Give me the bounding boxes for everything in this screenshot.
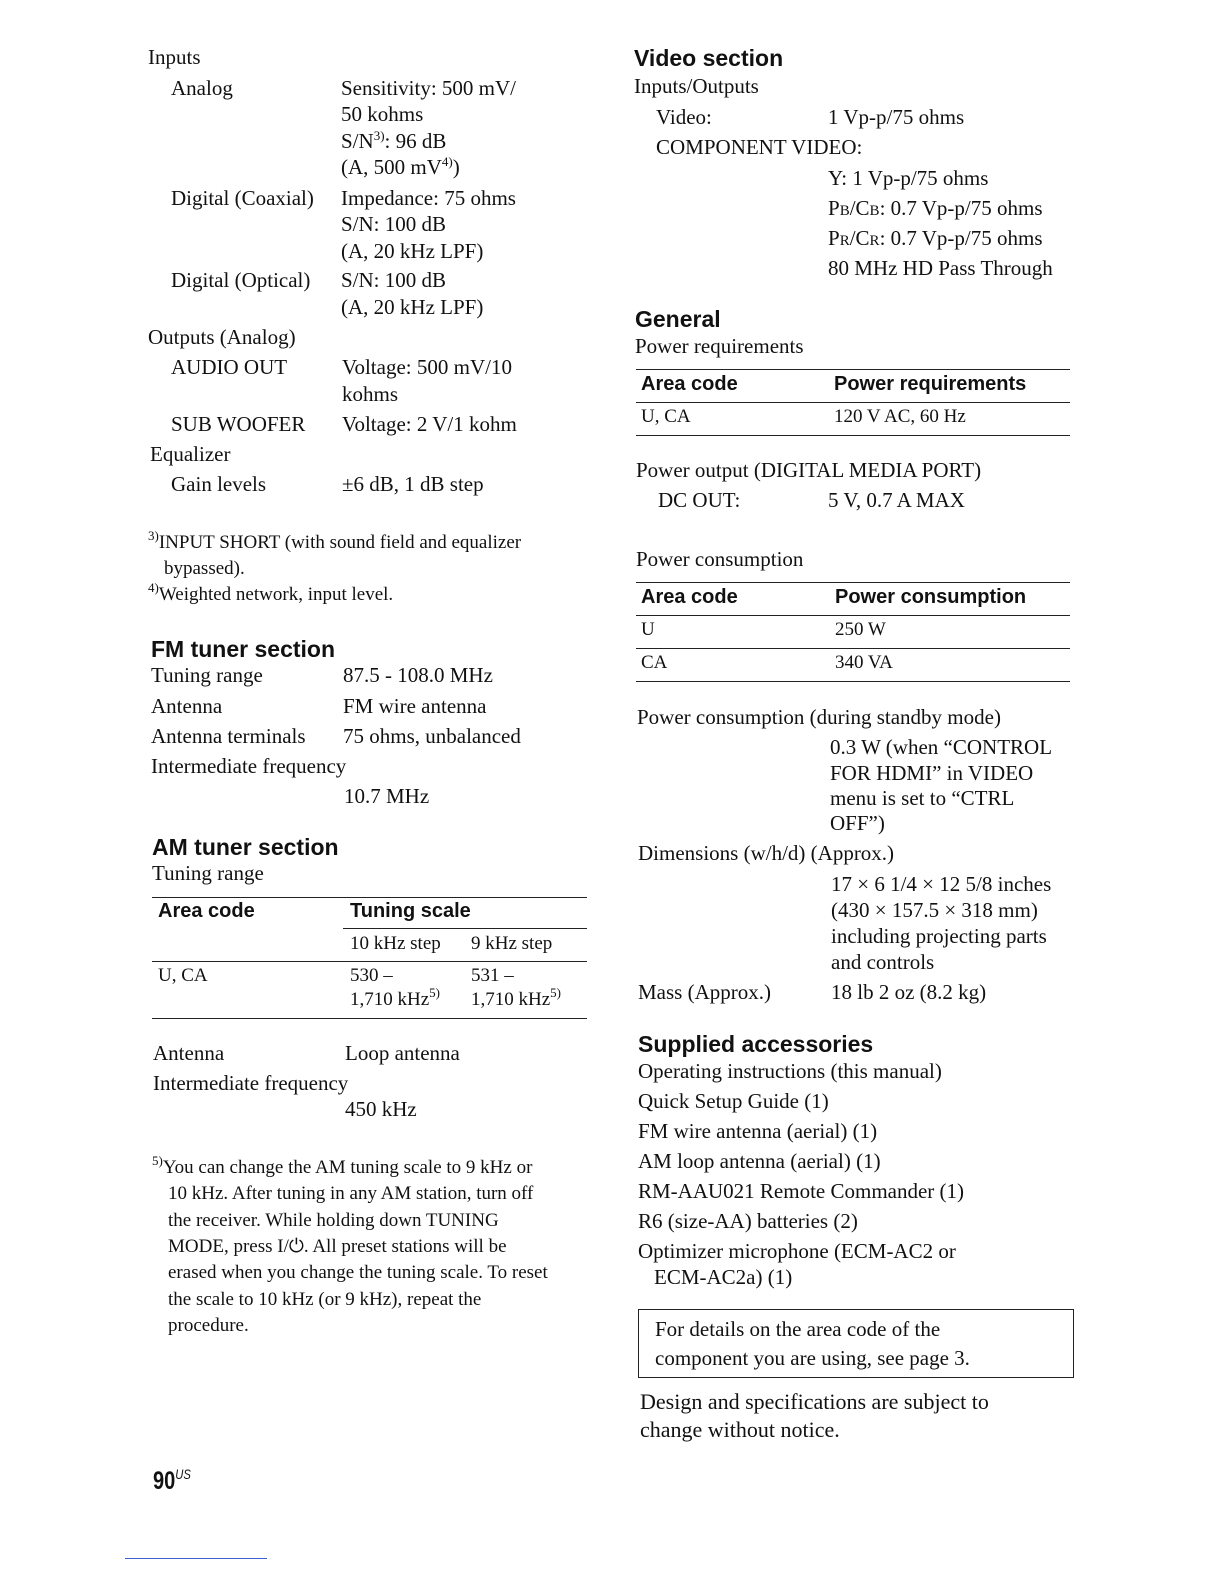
footnote-5: erased when you change the tuning scale. To reset bbox=[168, 1262, 548, 1283]
footnote-5: procedure. bbox=[168, 1315, 249, 1336]
accessory-item: R6 (size-AA) batteries (2) bbox=[638, 1209, 858, 1233]
text: 1,710 kHz bbox=[350, 989, 430, 1010]
coaxial-value: S/N: 100 dB bbox=[341, 212, 447, 236]
general-label: Power consumption bbox=[636, 547, 804, 571]
accessory-item: AM loop antenna (aerial) (1) bbox=[638, 1149, 881, 1173]
note-text: For details on the area code of the bbox=[655, 1317, 941, 1341]
general-value: and controls bbox=[831, 950, 935, 974]
am-value: Loop antenna bbox=[345, 1041, 460, 1065]
text: : 0.7 Vp-p/75 ohms bbox=[879, 196, 1043, 220]
footnote-ref: 5) bbox=[550, 985, 561, 1000]
general-label: Power output (DIGITAL MEDIA PORT) bbox=[636, 458, 982, 482]
footnote-mark: 5) bbox=[152, 1153, 163, 1168]
table-rule bbox=[343, 928, 587, 929]
page-number bbox=[153, 1466, 191, 1496]
table-cell: U, CA bbox=[158, 965, 208, 986]
table-rule bbox=[636, 402, 1070, 403]
table-rule bbox=[636, 648, 1070, 649]
coaxial-value: Impedance: 75 ohms bbox=[341, 186, 516, 210]
footnote-ref: 4) bbox=[441, 154, 453, 169]
footnote-5: the receiver. While holding down TUNING bbox=[168, 1210, 499, 1231]
table-cell bbox=[471, 987, 561, 1013]
general-value: (430 × 157.5 × 318 mm) bbox=[831, 898, 1038, 922]
am-heading: AM tuner section bbox=[152, 834, 339, 860]
text: You can change the AM tuning scale to 9 kHz or bbox=[162, 1157, 533, 1178]
table-cell: 531 – bbox=[471, 965, 514, 986]
am-label: Intermediate frequency bbox=[153, 1071, 349, 1095]
table-header: Area code bbox=[641, 373, 738, 395]
am-value: 450 kHz bbox=[345, 1097, 417, 1121]
video-label: Inputs/Outputs bbox=[634, 74, 759, 98]
inputs-label: Inputs bbox=[148, 45, 201, 69]
table-rule bbox=[636, 615, 1070, 616]
analog-label: Analog bbox=[171, 76, 233, 100]
accessory-item: Quick Setup Guide (1) bbox=[638, 1089, 829, 1113]
text: : 0.7 Vp-p/75 ohms bbox=[879, 226, 1043, 250]
fm-label: Intermediate frequency bbox=[151, 754, 347, 778]
table-cell: CA bbox=[641, 652, 668, 673]
table-header: Area code bbox=[158, 900, 255, 922]
page-number-text: 90 bbox=[153, 1467, 176, 1495]
video-value: 1 Vp-p/75 ohms bbox=[828, 105, 965, 129]
video-label: Video: bbox=[656, 105, 712, 129]
general-label: Power consumption (during standby mode) bbox=[637, 705, 1001, 729]
general-label: Dimensions (w/h/d) (Approx.) bbox=[638, 841, 895, 865]
footnote-3 bbox=[148, 530, 521, 556]
general-value: 18 lb 2 oz (8.2 kg) bbox=[831, 980, 987, 1004]
text: (A, 500 mV bbox=[341, 155, 442, 179]
analog-value bbox=[341, 128, 446, 154]
video-value bbox=[828, 195, 1043, 224]
coaxial-value: (A, 20 kHz LPF) bbox=[341, 239, 484, 263]
general-value: including projecting parts bbox=[831, 924, 1047, 948]
general-value: 0.3 W (when “CONTROL bbox=[830, 735, 1053, 759]
table-subheader: 10 kHz step bbox=[350, 933, 441, 954]
text: P bbox=[828, 226, 840, 250]
analog-value: 50 kohms bbox=[341, 102, 424, 126]
text: Weighted network, input level. bbox=[158, 584, 394, 605]
footnote-5: 10 kHz. After tuning in any AM station, turn off bbox=[168, 1183, 534, 1204]
fm-label: Antenna terminals bbox=[151, 724, 306, 748]
footnote-5 bbox=[152, 1155, 532, 1181]
table-rule bbox=[636, 369, 1070, 370]
general-value: OFF”) bbox=[830, 811, 885, 835]
disclaimer: change without notice. bbox=[640, 1417, 840, 1442]
analog-value bbox=[341, 154, 460, 180]
gain-value: ±6 dB, 1 dB step bbox=[342, 472, 484, 496]
fm-label: Tuning range bbox=[151, 663, 263, 687]
bottom-rule bbox=[125, 1558, 267, 1559]
audio-out-label: AUDIO OUT bbox=[171, 355, 288, 379]
table-rule bbox=[152, 961, 587, 962]
general-label: DC OUT: bbox=[658, 488, 741, 512]
video-heading: Video section bbox=[634, 45, 784, 71]
table-header: Tuning scale bbox=[350, 900, 471, 922]
table-cell: 530 – bbox=[350, 965, 393, 986]
table-cell: 120 V AC, 60 Hz bbox=[834, 406, 966, 427]
table-cell bbox=[350, 987, 440, 1013]
outputs-label: Outputs (Analog) bbox=[148, 325, 296, 349]
note-text: component you are using, see page 3. bbox=[655, 1346, 970, 1370]
footnote-4 bbox=[148, 582, 393, 608]
footnote-ref: 5) bbox=[429, 985, 440, 1000]
footnote-mark: 3) bbox=[148, 528, 159, 543]
accessory-item: FM wire antenna (aerial) (1) bbox=[638, 1119, 878, 1143]
fm-value: 10.7 MHz bbox=[344, 784, 430, 808]
table-cell: 340 VA bbox=[835, 652, 893, 673]
text: B bbox=[869, 203, 880, 219]
text: 1,710 kHz bbox=[471, 989, 551, 1010]
optical-value: (A, 20 kHz LPF) bbox=[341, 295, 484, 319]
text: R bbox=[869, 233, 880, 249]
fm-label: Antenna bbox=[151, 694, 223, 718]
general-value: menu is set to “CTRL bbox=[830, 786, 1015, 810]
general-value: 5 V, 0.7 A MAX bbox=[828, 488, 965, 512]
text: R bbox=[839, 233, 850, 249]
accessory-item: Optimizer microphone (ECM-AC2 or bbox=[638, 1239, 956, 1263]
optical-label: Digital (Optical) bbox=[171, 268, 311, 292]
table-header: Power requirements bbox=[834, 373, 1027, 395]
table-rule bbox=[152, 1018, 587, 1019]
video-label: COMPONENT VIDEO: bbox=[656, 135, 863, 159]
fm-value: FM wire antenna bbox=[343, 694, 487, 718]
text: : 96 dB bbox=[384, 129, 447, 153]
optical-value: S/N: 100 dB bbox=[341, 268, 447, 292]
general-value: 17 × 6 1/4 × 12 5/8 inches bbox=[831, 872, 1052, 896]
am-label: Tuning range bbox=[152, 861, 264, 885]
text: B bbox=[839, 203, 850, 219]
footnote-ref: 3) bbox=[373, 128, 385, 143]
table-cell: 250 W bbox=[835, 619, 886, 640]
video-value bbox=[828, 225, 1043, 254]
text: /C bbox=[849, 226, 870, 250]
page-suffix: US bbox=[175, 1466, 191, 1482]
table-subheader: 9 kHz step bbox=[471, 933, 553, 954]
analog-value: Sensitivity: 500 mV/ bbox=[341, 76, 517, 100]
table-rule bbox=[636, 435, 1070, 436]
accessory-item: Operating instructions (this manual) bbox=[638, 1059, 942, 1083]
text: INPUT SHORT (with sound field and equalizer bbox=[158, 532, 522, 553]
footnote-3: bypassed). bbox=[164, 558, 245, 579]
footnote-5: MODE, press I/⏻. All preset stations will be bbox=[168, 1236, 507, 1257]
table-rule bbox=[636, 582, 1070, 583]
general-label: Mass (Approx.) bbox=[638, 980, 771, 1004]
general-label: Power requirements bbox=[635, 334, 804, 358]
equalizer-label: Equalizer bbox=[150, 442, 231, 466]
disclaimer: Design and specifications are subject to bbox=[640, 1389, 989, 1414]
accessory-item: ECM-AC2a) (1) bbox=[654, 1265, 793, 1289]
coaxial-label: Digital (Coaxial) bbox=[171, 186, 314, 210]
audio-out-value: kohms bbox=[342, 382, 399, 406]
general-value: FOR HDMI” in VIDEO bbox=[830, 761, 1034, 785]
text: S/N bbox=[341, 129, 374, 153]
text: /C bbox=[849, 196, 870, 220]
table-cell: U bbox=[641, 619, 655, 640]
general-heading: General bbox=[635, 306, 721, 332]
am-label: Antenna bbox=[153, 1041, 225, 1065]
fm-value: 75 ohms, unbalanced bbox=[343, 724, 521, 748]
table-header: Area code bbox=[641, 586, 738, 608]
table-cell: U, CA bbox=[641, 406, 691, 427]
video-value: 80 MHz HD Pass Through bbox=[828, 256, 1053, 280]
accessories-heading: Supplied accessories bbox=[638, 1031, 874, 1057]
fm-value: 87.5 - 108.0 MHz bbox=[343, 663, 493, 687]
table-rule bbox=[636, 681, 1070, 682]
sub-woofer-label: SUB WOOFER bbox=[171, 412, 306, 436]
accessory-item: RM-AAU021 Remote Commander (1) bbox=[638, 1179, 965, 1203]
audio-out-value: Voltage: 500 mV/10 bbox=[342, 355, 512, 379]
gain-label: Gain levels bbox=[171, 472, 267, 496]
fm-heading: FM tuner section bbox=[151, 636, 336, 662]
table-header: Power consumption bbox=[835, 586, 1027, 608]
footnote-mark: 4) bbox=[148, 580, 159, 595]
footnote-5: the scale to 10 kHz (or 9 kHz), repeat the bbox=[168, 1289, 482, 1310]
video-value: Y: 1 Vp-p/75 ohms bbox=[828, 166, 989, 190]
sub-woofer-value: Voltage: 2 V/1 kohm bbox=[342, 412, 517, 436]
text: ) bbox=[452, 155, 460, 179]
text: P bbox=[828, 196, 840, 220]
